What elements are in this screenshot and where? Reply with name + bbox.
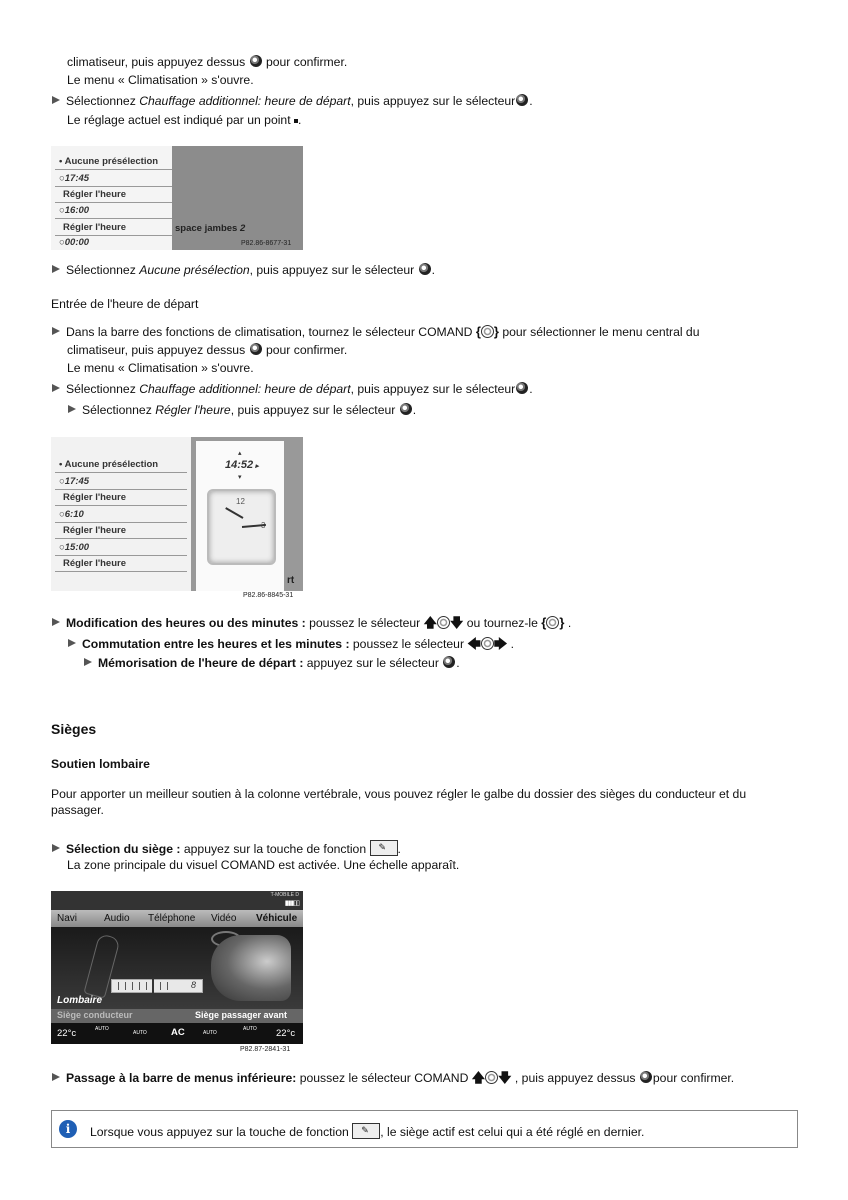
nav-audio[interactable]: Audio [104,913,130,924]
bullet-arrow-icon [52,844,60,852]
seat-selection-bar [51,1009,303,1023]
seat-view-area [51,927,303,1009]
seat-driver-option[interactable]: Siège conducteur [57,1010,133,1020]
comand-screen-lumbar [51,891,303,1044]
bullet-arrow-icon [52,618,60,626]
time-menu [51,437,191,591]
menu-item-time: ○00:00 [59,237,90,248]
analog-clock-icon: 12 [207,489,276,565]
rotary-selector-icon [437,616,450,629]
comand-screen-preselection [51,146,303,250]
step-select-aucune: Sélectionnez Aucune présélection, puis appuyez sur le sélecteur . [52,263,435,277]
menu-divider [55,235,172,236]
selector-press-icon [516,382,528,394]
step-lower-menu-bar: Passage à la barre de menus inférieure: poussez le sélecteur COMAND 🡅 🡇 , puis appuyez dessus pour confirmer. [52,1069,734,1091]
ac-button[interactable]: AC [171,1027,185,1038]
airflow-auto-left[interactable]: AUTO [133,1030,147,1036]
background-text: space jambes 2 [175,223,246,234]
lumbar-description: Pour apporter un meilleur soutien à la colonne vertébrale, vous pouvez régler le galbe du dossier des sièges du conducteur et du passager. [51,787,747,817]
info-text: Lorsque vous appuyez sur la touche de fonction ✎ , le siège actif est celui qui a été réglé en dernier. [90,1125,645,1139]
step-save-time: Mémorisation de l'heure de départ : appuyez sur le sélecteur . [84,656,460,670]
clock-panel [196,441,284,591]
nav-video[interactable]: Vidéo [211,913,237,924]
menu-opens-note: Le menu « Climatisation » s'ouvre. [67,361,254,375]
nav-navi[interactable]: Navi [57,913,78,924]
step-select-chauffage-2: Sélectionnez Chauffage additionnel: heure de départ, puis appuyez sur le sélecteur . [52,382,533,396]
rotary-selector-icon [546,616,559,629]
radio-icon: ○ [59,476,65,487]
radio-icon: ○ [59,237,65,248]
down-arrow-icon: ▾ [238,474,242,481]
menu-item-regler: Régler l'heure [63,492,126,503]
comand-screen-set-time [51,437,303,591]
nav-telephone[interactable]: Téléphone [148,913,196,924]
arrow-down-icon: 🡇 [450,615,464,630]
radio-icon: ○ [59,173,65,184]
bullet-arrow-icon [52,384,60,392]
arrow-down-icon: 🡇 [498,1070,512,1085]
fan-auto-left[interactable]: AUTO [95,1026,109,1032]
airflow-auto-right[interactable]: AUTO [203,1030,217,1036]
menu-item-regler: Régler l'heure [63,189,126,200]
bullet-arrow-icon [52,327,60,335]
step-select-seat: Sélection du siège : appuyez sur la touche de fonction ✎ . [52,840,401,856]
status-bar: T-MOBILE D ▮▮▮▯▯ [51,891,303,910]
menu-divider [55,472,187,473]
arrow-right-icon: 🡆 [493,636,508,651]
lumbar-scale[interactable]: 8 [111,979,203,993]
nav-vehicule[interactable]: Véhicule [256,913,298,924]
bullet-arrow-icon [52,265,60,273]
seat-function-key-icon: ✎ [352,1123,380,1139]
menu-divider [55,538,187,539]
lombaire-label: Lombaire [57,995,103,1006]
menu-item-time: ○17:45 [59,476,90,487]
seat-function-key-icon: ✎ [370,840,398,856]
step-switch-hours-minutes: Commutation entre les heures et les minutes : poussez le sélecteur 🡄 🡆 . [68,635,514,657]
main-nav-bar [51,910,303,927]
figure-reference: P82.86-8845-31 [243,592,294,599]
bracket-right-icon: } [493,324,499,339]
scale-marker [152,978,154,994]
selector-press-icon [419,263,431,275]
temp-left[interactable]: 22°c [57,1028,77,1039]
rotary-selector-icon [481,637,494,650]
selector-press-icon [250,343,262,355]
menu-divider [55,505,187,506]
arrow-up-icon: 🡅 [423,615,437,630]
signal-icon: ▮▮▮▯▯ [284,900,299,907]
menu-divider [55,489,187,490]
bracket-left-icon: { [541,615,547,630]
background-text: rt [287,575,295,586]
menu-divider [55,218,172,219]
rotary-selector-icon [481,325,494,338]
bullet-arrow-icon [52,96,60,104]
info-icon: i [59,1120,77,1138]
menu-item-regler: Régler l'heure [63,222,126,233]
menu-item-aucune: • Aucune présélection [59,459,159,470]
intro-line-2: Le menu « Climatisation » s'ouvre. [67,73,254,87]
menu-divider [55,571,187,572]
menu-item-time: ○15:00 [59,542,90,553]
selector-press-icon [640,1071,652,1083]
seat-passenger-option[interactable]: Siège passager avant [195,1010,288,1020]
step-select-chauffage: Sélectionnez Chauffage additionnel: heure de départ, puis appuyez sur le sélecteur . [52,94,533,108]
fan-auto-right[interactable]: AUTO [243,1026,257,1032]
menu-item-time: ○6:10 [59,509,84,520]
selector-press-icon [516,94,528,106]
menu-item-regler: Régler l'heure [63,525,126,536]
step-turn-comand-cont: climatiseur, puis appuyez dessus pour confirmer. [67,343,348,357]
radio-icon: ○ [59,542,65,553]
step-turn-comand: Dans la barre des fonctions de climatisation, tournez le sélecteur COMAND { } pour sélectionner le menu central du [52,324,700,339]
step-select-regler: Sélectionnez Régler l'heure, puis appuyez sur le sélecteur . [68,403,416,417]
info-box [51,1110,798,1148]
hour-hand [225,507,243,519]
bracket-left-icon: { [475,324,481,339]
current-setting-note: Le réglage actuel est indiqué par un point . [67,113,302,127]
menu-divider [55,169,172,170]
up-arrow-icon: ▴ [238,450,242,457]
menu-divider [55,202,172,203]
bullet-arrow-icon [68,639,76,647]
menu-item-regler: Régler l'heure [63,558,126,569]
step-modify-hours: Modification des heures ou des minutes : poussez le sélecteur 🡅 🡇 ou tournez-le { } . [52,614,571,636]
bullet-arrow-icon [68,405,76,413]
selected-dot-icon: • [59,156,65,167]
figure-reference: P82.87-2841-31 [240,1046,291,1053]
selector-press-icon [400,403,412,415]
radio-icon: ○ [59,205,65,216]
climate-bar [51,1023,303,1044]
radio-icon: ○ [59,509,65,520]
menu-divider [55,186,172,187]
figure-reference: P82.86-8677-31 [241,240,292,247]
section-title-sieges: Sièges [51,721,97,737]
bullet-arrow-icon [84,658,92,666]
selector-press-icon [443,656,455,668]
menu-item-aucune: • Aucune présélection [59,156,159,167]
section-heading-entree: Entrée de l'heure de départ [51,297,199,311]
scale-ticks [118,982,174,990]
arrow-up-icon: 🡅 [471,1070,486,1085]
menu-item-time: ○16:00 [59,205,90,216]
menu-item-time: ○17:45 [59,173,90,184]
selected-dot-icon: • [59,459,65,470]
selector-press-icon [250,55,262,67]
time-display: 14:52 ▸ [225,459,259,471]
bracket-right-icon: } [559,615,565,630]
arrow-right-icon: ▸ [253,463,259,470]
subsection-title-lombaire: Soutien lombaire [51,757,150,771]
seat-3d-icon [211,935,291,1001]
menu-divider [55,522,187,523]
intro-line-1: climatiseur, puis appuyez dessus pour confirmer. [67,55,348,69]
rotary-selector-icon [485,1071,498,1084]
seat-activation-note: La zone principale du visuel COMAND est activée. Une échelle apparaît. [67,858,460,872]
time-menu [51,146,172,250]
temp-right[interactable]: 22°c [276,1028,296,1039]
arrow-left-icon: 🡄 [467,636,481,651]
menu-divider [55,555,187,556]
bullet-arrow-icon [52,1073,60,1081]
